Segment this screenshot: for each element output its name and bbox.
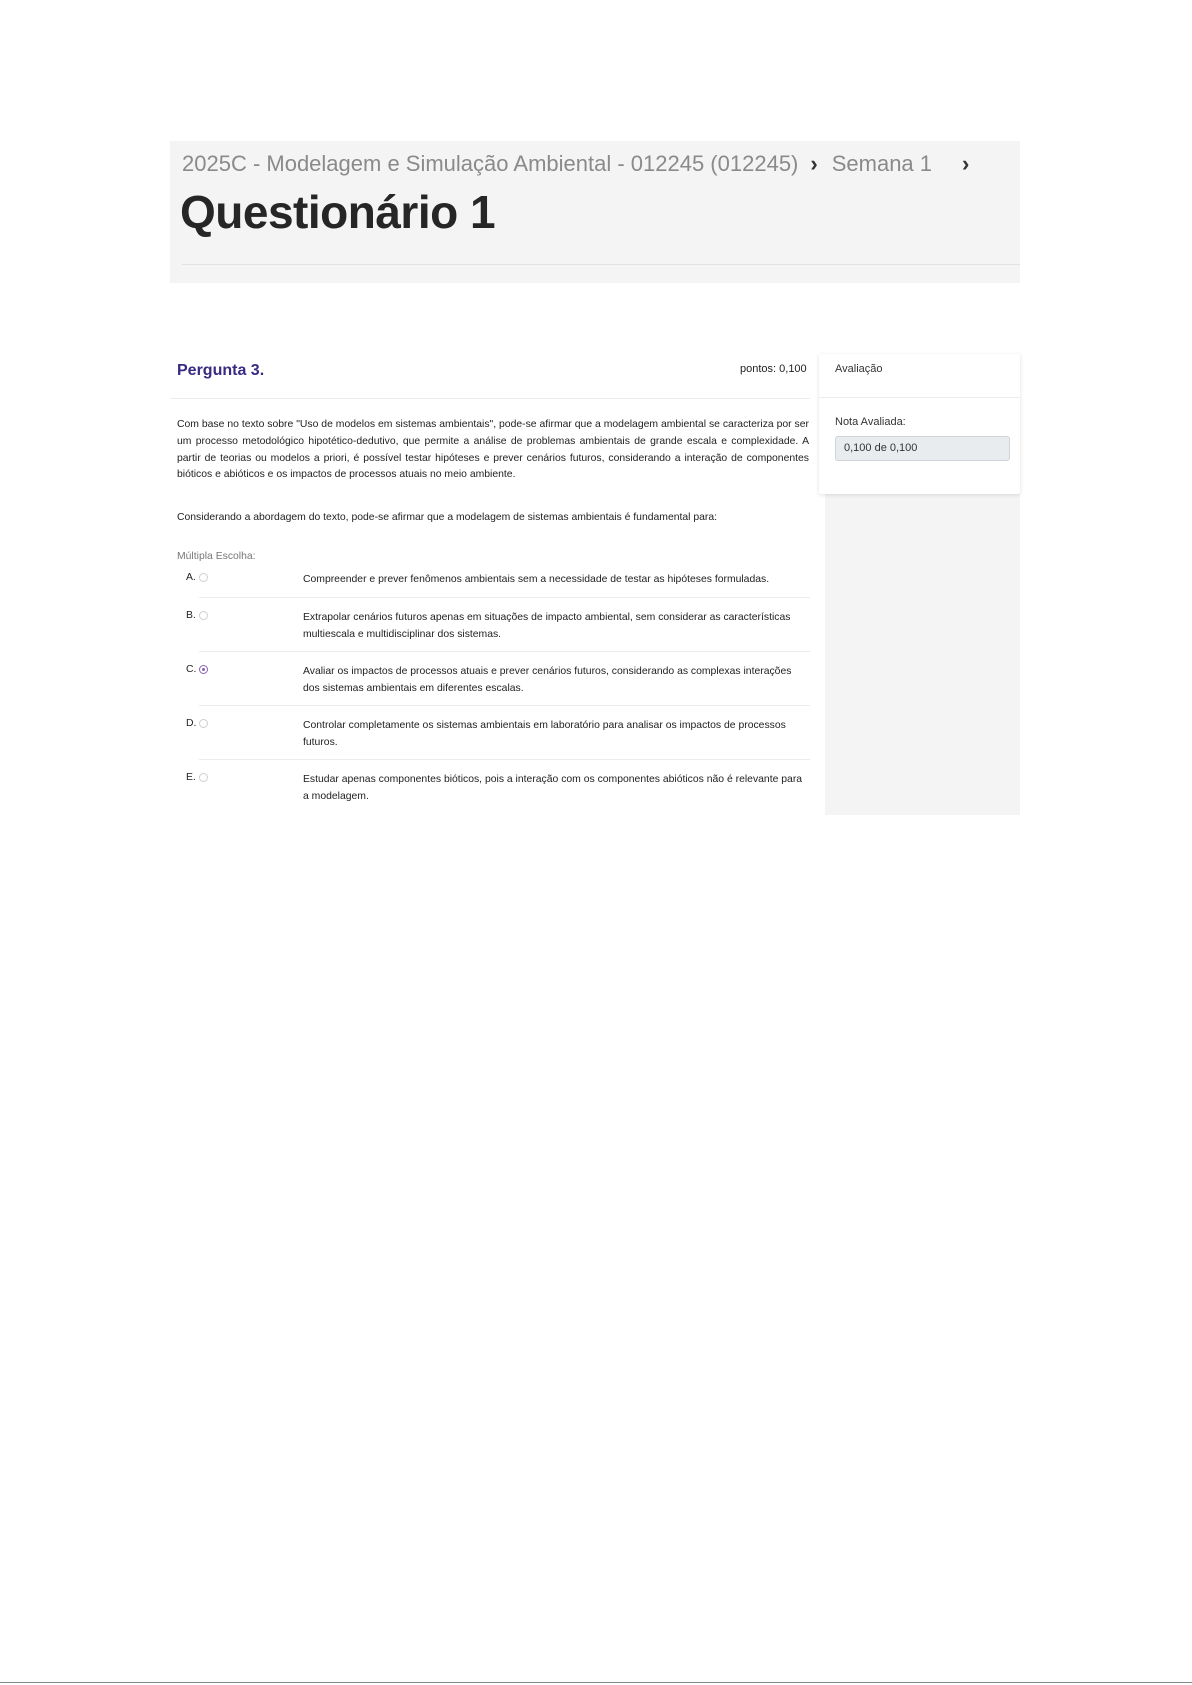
option-text: Controlar completamente os sistemas ambientais em laboratório para analisar os impactos de processos futuros. <box>303 720 786 748</box>
radio-icon[interactable] <box>199 611 208 620</box>
option-text: Estudar apenas componentes bióticos, pois a interação com os componentes abióticos não é relevante para a modelagem. <box>303 774 803 802</box>
answer-option-e[interactable] <box>186 772 810 812</box>
card-divider <box>819 397 1020 398</box>
chevron-right-icon: › <box>810 151 818 176</box>
question-text: Com base no texto sobre "Uso de modelos em sistemas ambientais", pode-se afirmar que a modelagem ambiental se caracteriza por ser um processo metodológico hipotético-dedutivo, que permite a análise de problemas ambientais de grande escala e complexidade. A partir de teorias ou modelos a priori, é possível testar hipóteses e prever cenários futuros, considerando a interação de componentes bióticos e abióticos e os impactos de processos atuais no meio ambiente. <box>177 419 809 481</box>
option-text: Avaliar os impactos de processos atuais e prever cenários futuros, considerando as complexas interações dos sistemas ambientais em diferentes escalas. <box>303 666 792 694</box>
chevron-right-icon[interactable]: › <box>962 151 970 176</box>
option-letter: A. <box>186 572 196 583</box>
answer-option-b[interactable] <box>186 610 810 650</box>
breadcrumb-course-link[interactable]: 2025C - Modelagem e Simulação Ambiental - 012245 (012245) <box>182 151 799 176</box>
evaluation-card <box>819 354 1020 494</box>
question-points: pontos: 0,100 <box>740 363 807 375</box>
header-divider <box>182 264 1020 265</box>
option-divider <box>199 597 810 598</box>
breadcrumb <box>182 151 969 177</box>
question-type-label: Múltipla Escolha: <box>177 551 256 562</box>
answer-option-d[interactable] <box>186 718 810 758</box>
page-footer-line <box>0 1682 1192 1683</box>
option-divider <box>199 705 810 706</box>
question-title: Pergunta 3. <box>177 362 265 379</box>
radio-icon[interactable] <box>199 773 208 782</box>
option-letter: C. <box>186 664 197 675</box>
option-text: Compreender e prever fenômenos ambientais sem a necessidade de testar as hipóteses formuladas. <box>303 574 770 585</box>
question-prompt: Considerando a abordagem do texto, pode-se afirmar que a modelagem de sistemas ambientais é fundamental para: <box>177 512 718 523</box>
radio-icon[interactable] <box>199 719 208 728</box>
evaluation-heading: Avaliação <box>835 363 883 375</box>
answer-option-c[interactable] <box>186 664 810 704</box>
question-divider <box>170 398 810 399</box>
grade-field: 0,100 de 0,100 <box>835 436 1010 461</box>
answer-option-a[interactable] <box>186 572 810 596</box>
option-letter: D. <box>186 718 197 729</box>
option-letter: E. <box>186 772 196 783</box>
option-text: Extrapolar cenários futuros apenas em situações de impacto ambiental, sem considerar as características multiescala e multidisciplinar dos sistemas. <box>303 612 791 640</box>
option-letter: B. <box>186 610 196 621</box>
radio-selected-icon[interactable] <box>199 665 208 674</box>
radio-icon[interactable] <box>199 573 208 582</box>
page-header <box>170 141 1020 283</box>
option-divider <box>199 759 810 760</box>
breadcrumb-week-link[interactable]: Semana 1 <box>831 151 933 176</box>
option-divider <box>199 651 810 652</box>
grade-label: Nota Avaliada: <box>835 416 906 428</box>
page-title: Questionário 1 <box>180 186 496 238</box>
